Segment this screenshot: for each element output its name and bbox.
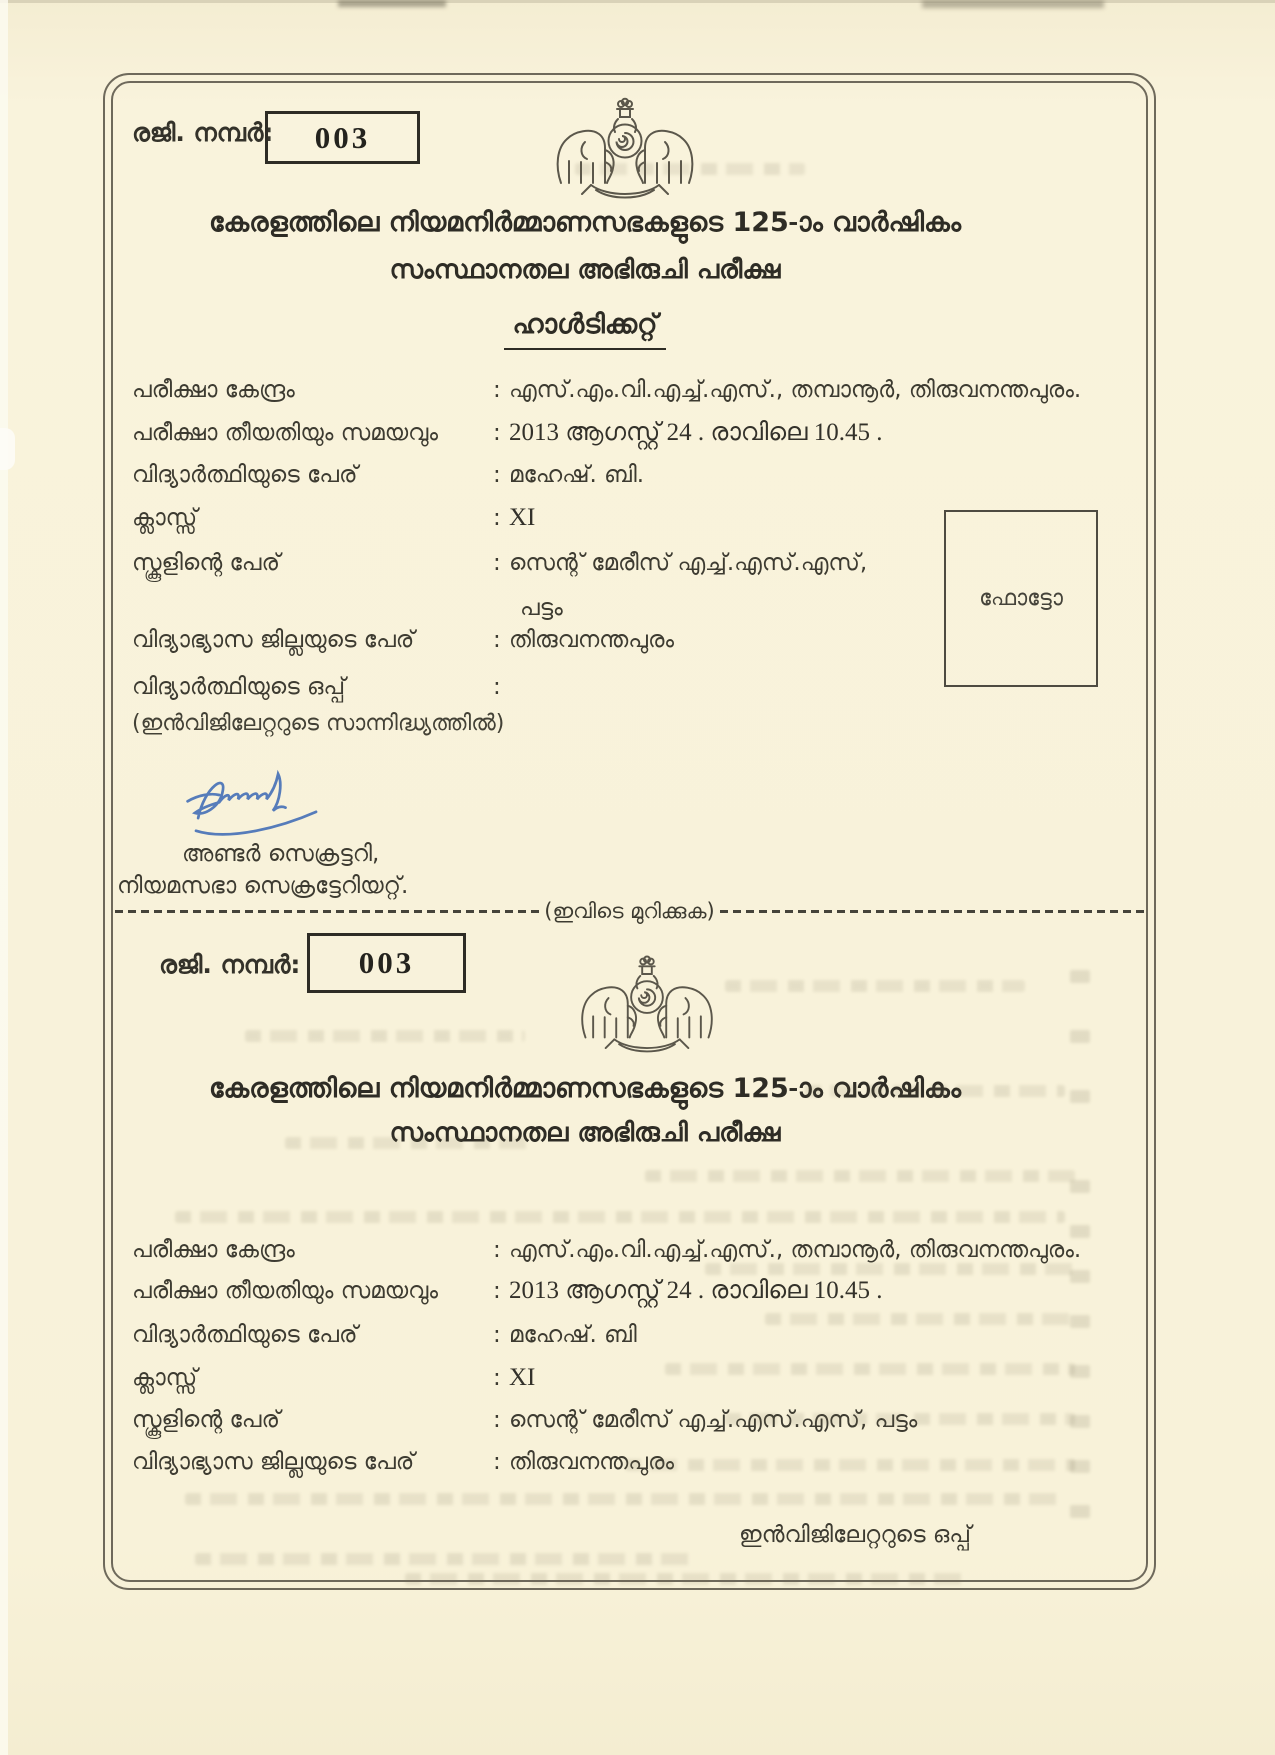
reg-number-label: രജി. നമ്പർ: (159, 950, 301, 979)
reg-number-box (307, 933, 466, 993)
field-row-school-name (132, 550, 867, 576)
field-colon: : (493, 420, 501, 446)
field-value: 2013 ആഗസ്റ്റ് 24 . രാവിലെ 10.45 . (509, 1277, 883, 1304)
bleedthrough-artifact (1070, 1365, 1090, 1378)
scan-smudge (922, 0, 1104, 8)
page-title-line2: സംസ്ഥാനതല അഭിരുചി പരീക്ഷ (389, 255, 781, 285)
bleedthrough-artifact (765, 1313, 1075, 1325)
bleedthrough-artifact (725, 980, 1025, 992)
field-value: തിരുവനന്തപുരം (509, 1449, 675, 1475)
scan-paper-edge (0, 0, 8, 1755)
field-label: വിദ്യാഭ്യാസ ജില്ലയുടെ പേര് (132, 1449, 415, 1475)
field-colon: : (493, 377, 501, 403)
field-row-edu-district (132, 627, 674, 653)
reg-number-label: രജി. നമ്പർ: (132, 118, 274, 147)
field-row-student-signature (132, 674, 509, 700)
scan-paper-notch (0, 428, 15, 470)
bleedthrough-artifact (1070, 1415, 1090, 1428)
bleedthrough-artifact (1070, 1225, 1090, 1238)
bleedthrough-artifact (1070, 1460, 1090, 1473)
bleedthrough-artifact (575, 163, 805, 175)
signatory-office: നിയമസഭാ സെക്രട്ടേറിയറ്റ്. (117, 873, 409, 899)
page-title-line1: കേരളത്തിലെ നിയമനിർമ്മാണസഭകളുടെ 125-ാം വാർഷികം (208, 1073, 962, 1104)
field-value: XI (509, 504, 536, 531)
cut-dashes (115, 910, 539, 913)
hall-ticket-heading-text: ഹാൾടിക്കറ്റ് (504, 309, 665, 350)
bleedthrough-artifact (665, 1363, 1075, 1375)
bleedthrough-artifact (185, 1493, 1065, 1505)
bleedthrough-artifact (245, 1030, 525, 1042)
bleedthrough-artifact (1070, 1090, 1090, 1103)
reg-number-box (265, 111, 420, 164)
kerala-state-emblem-icon (547, 87, 703, 199)
field-row-exam-date-time (132, 419, 883, 447)
field-colon: : (493, 505, 501, 531)
field-label: ക്ലാസ്സ് (132, 505, 198, 531)
bleedthrough-artifact (725, 1413, 1075, 1425)
signatory-title: അണ്ടർ സെക്രട്ടറി, (182, 841, 380, 867)
field-colon: : (493, 1449, 501, 1475)
bleedthrough-artifact (1070, 1315, 1090, 1328)
bleedthrough-artifact (1070, 1270, 1090, 1283)
field-row-exam-centre (132, 1237, 1081, 1263)
field-value: മഹേഷ്. ബി. (509, 462, 645, 488)
field-colon: : (493, 550, 501, 576)
field-colon: : (493, 1365, 501, 1391)
field-colon: : (493, 1278, 501, 1304)
field-colon: : (493, 1322, 501, 1348)
bleedthrough-artifact (645, 1170, 1075, 1182)
field-label: പരീക്ഷാ തീയതിയും സമയവും (132, 1278, 439, 1304)
field-colon: : (493, 674, 501, 700)
field-value: സെന്റ് മേരീസ് എച്ച്.എസ്.എസ്, പട്ടം (509, 1407, 918, 1433)
field-label: പരീക്ഷാ കേന്ദ്രം (132, 377, 295, 403)
field-label: സ്കൂളിന്റെ പേര് (132, 1407, 281, 1433)
page-title-line2: സംസ്ഥാനതല അഭിരുചി പരീക്ഷ (389, 1118, 781, 1148)
bleedthrough-artifact (1070, 970, 1090, 983)
field-colon: : (493, 462, 501, 488)
reg-number-value: 003 (314, 119, 371, 155)
bleedthrough-artifact (175, 1211, 1065, 1223)
field-label: വിദ്യാർത്ഥിയുടെ പേര് (132, 1322, 358, 1348)
field-value-school-line2: പട്ടം (520, 595, 563, 621)
field-row-student-name (132, 462, 644, 488)
bleedthrough-artifact (405, 1573, 965, 1585)
field-row-class (132, 1364, 535, 1392)
hall-ticket-heading (105, 309, 1065, 350)
field-colon: : (493, 1237, 501, 1263)
scan-smudge (338, 0, 446, 7)
field-label: വിദ്യാഭ്യാസ ജില്ലയുടെ പേര് (132, 627, 415, 653)
cut-here-line (115, 899, 1144, 924)
field-row-student-name (132, 1322, 637, 1348)
document-border-frame (103, 73, 1156, 1590)
cut-dashes (720, 910, 1144, 913)
invigilator-signature-label: ഇൻവിജിലേറ്ററുടെ ഒപ്പ് (739, 1522, 971, 1548)
field-value: എസ്.എം.വി.എച്ച്.എസ്., തമ്പാനൂർ, തിരുവനന്തപുരം. (509, 377, 1082, 403)
bleedthrough-artifact (1070, 1030, 1090, 1043)
field-label: പരീക്ഷാ കേന്ദ്രം (132, 1237, 295, 1263)
bleedthrough-artifact (1070, 1180, 1090, 1193)
cut-here-label: (ഇവിടെ മുറിക്കുക) (544, 899, 715, 923)
field-label: വിദ്യാർത്ഥിയുടെ പേര് (132, 462, 358, 488)
field-value: സെന്റ് മേരീസ് എച്ച്.എസ്.എസ്, (509, 550, 868, 576)
field-value: 2013 ആഗസ്റ്റ് 24 . രാവിലെ 10.45 . (509, 419, 883, 446)
field-value: തിരുവനന്തപുരം (509, 627, 675, 653)
field-row-exam-centre (132, 377, 1081, 403)
field-row-exam-date-time (132, 1277, 883, 1305)
field-row-class (132, 504, 535, 532)
invigilator-presence-note: (ഇൻവിജിലേറ്ററുടെ സാന്നിദ്ധ്യത്തിൽ) (132, 711, 505, 736)
bleedthrough-artifact (195, 1553, 695, 1565)
photo-box (944, 510, 1098, 687)
bleedthrough-artifact (285, 1137, 535, 1149)
field-label: ക്ലാസ്സ് (132, 1365, 198, 1391)
bleedthrough-artifact (705, 1263, 1075, 1275)
kerala-state-emblem-icon (572, 945, 722, 1053)
under-secretary-signature-icon (163, 755, 328, 855)
field-value: എസ്.എം.വി.എച്ച്.എസ്., തമ്പാനൂർ, തിരുവനന്തപുരം. (509, 1237, 1082, 1263)
bleedthrough-artifact (625, 1459, 1075, 1471)
page-title-line1: കേരളത്തിലെ നിയമനിർമ്മാണസഭകളുടെ 125-ാം വാർഷികം (208, 207, 962, 238)
field-row-edu-district (132, 1449, 674, 1475)
field-value: XI (509, 1364, 536, 1391)
bleedthrough-artifact (805, 1085, 1065, 1097)
reg-number-value: 003 (358, 945, 415, 980)
field-colon: : (493, 627, 501, 653)
field-label: പരീക്ഷാ തീയതിയും സമയവും (132, 420, 439, 446)
field-colon: : (493, 1407, 501, 1433)
bleedthrough-artifact (1070, 1505, 1090, 1518)
photo-box-label: ഫോട്ടോ (979, 586, 1063, 611)
field-label: സ്കൂളിന്റെ പേര് (132, 550, 281, 576)
field-value: മഹേഷ്. ബി (509, 1322, 637, 1348)
field-label: വിദ്യാർത്ഥിയുടെ ഒപ്പ് (132, 674, 346, 700)
scan-top-edge (0, 0, 1275, 3)
